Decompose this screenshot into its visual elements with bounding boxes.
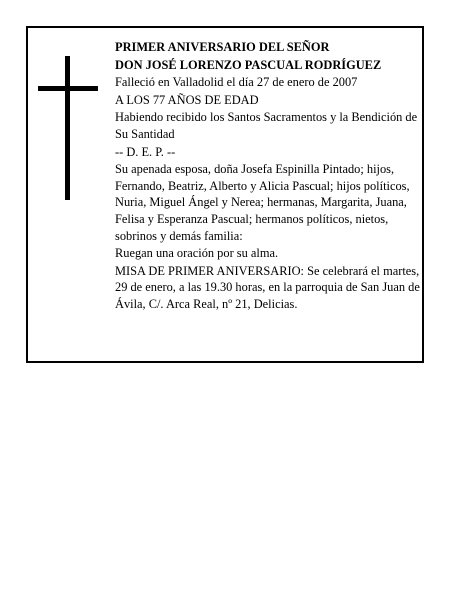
cross-icon <box>38 56 98 200</box>
cross-horizontal-bar <box>38 86 98 91</box>
rip-line: -- D. E. P. -- <box>115 144 176 159</box>
mass-info: MISA DE PRIMER ANIVERSARIO: Se celebrará el martes, 29 de enero, a las 19.30 horas, en la parroquia de San Juan de Ávila, C/. Arca Real, nº 21, Delicias. <box>115 263 420 311</box>
notice-text <box>115 39 425 314</box>
family-paragraph: Su apenada esposa, doña Josefa Espinilla Pintado; hijos, Fernando, Beatriz, Alberto y Alicia Pascual; hijos políticos, Nuria, Miguel Ángel y Nerea; hermanas, Margarita, Juana, Felisa y Esperanza Pascual; hermanos políticos, nietos, sobrinos y demás familia: <box>115 162 410 243</box>
prayer-request: Ruegan una oración por su alma. <box>115 246 279 261</box>
obituary-notice <box>26 26 424 363</box>
death-info: Falleció en Valladolid el día 27 de enero de 2007 <box>115 75 358 90</box>
heading-line-1: PRIMER ANIVERSARIO DEL SEÑOR <box>115 40 330 54</box>
sacraments-line: Habiendo recibido los Santos Sacramentos y la Bendición de Su Santidad <box>115 110 418 141</box>
heading-line-2: DON JOSÉ LORENZO PASCUAL RODRÍGUEZ <box>115 57 382 72</box>
cross-vertical-bar <box>65 56 70 200</box>
age-line: A LOS 77 AÑOS DE EDAD <box>115 92 259 107</box>
